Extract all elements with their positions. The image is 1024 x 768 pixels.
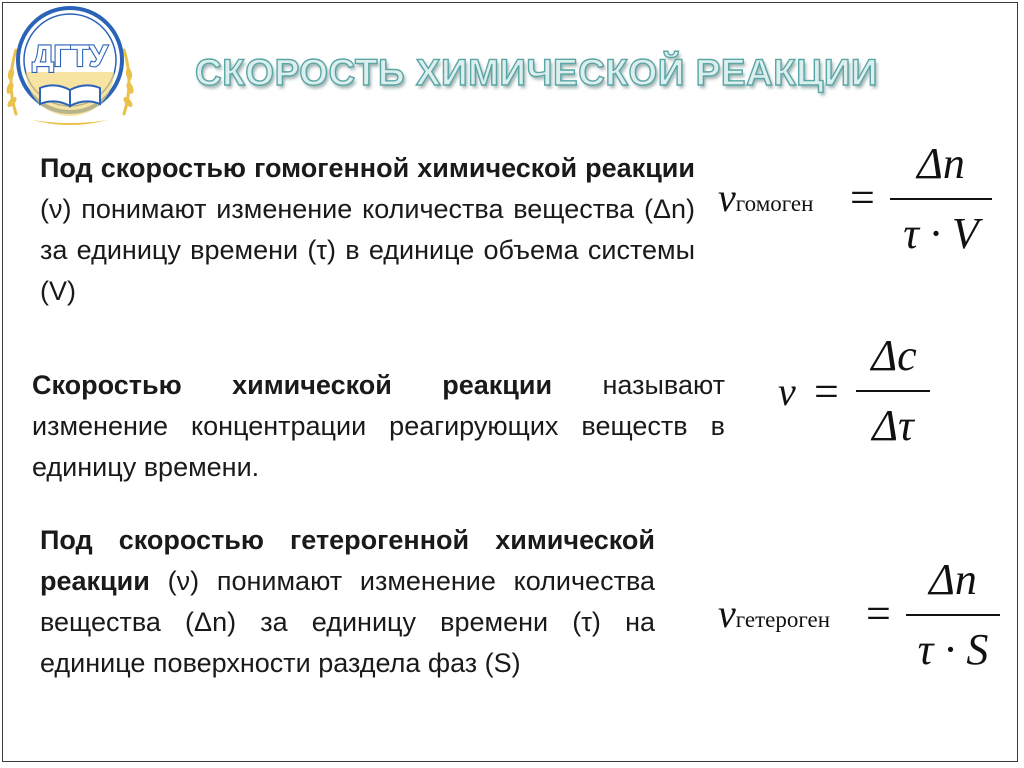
definition-text: (ν) понимают изменение количества вещества (Δn) за единицу времени (τ) на единице поверхности раздела фаз (S) — [40, 566, 655, 678]
fraction-bar — [856, 390, 930, 392]
formula-equals: = — [814, 367, 839, 416]
formula-lhs-subscript: гомоген — [735, 191, 814, 216]
definition-term: Под скоростью гетерогенной химической реакции — [40, 525, 655, 596]
formula-numerator: Δn — [917, 139, 965, 188]
logo-text: ДГТУ — [32, 40, 108, 73]
formula-numerator: Δc — [871, 331, 917, 380]
formula-lhs-variable: v — [718, 175, 736, 220]
definition-homogeneous — [40, 148, 695, 312]
formula-equals: = — [850, 173, 875, 222]
formula-denominator: τ · S — [917, 625, 989, 674]
formula-denominator: Δτ — [872, 401, 914, 450]
formula-homogeneous-rate — [718, 139, 1008, 262]
fraction-bar — [890, 198, 992, 200]
formula-heterogeneous-rate — [718, 556, 1018, 676]
formula-lhs-variable: v — [778, 369, 796, 414]
fraction-bar — [906, 614, 1000, 616]
formula-concentration-rate — [778, 330, 938, 450]
formula-numerator: Δn — [929, 555, 977, 604]
formula-equals: = — [866, 589, 891, 638]
definition-heterogeneous — [40, 520, 655, 684]
university-logo — [2, 2, 138, 130]
formula-denominator: τ · V — [903, 209, 979, 258]
definition-term: Скоростью химической реакции — [32, 370, 553, 400]
definition-text: называют изменение концентрации реагирующих веществ в единицу времени. — [32, 370, 726, 482]
formula-lhs-subscript: гетероген — [735, 607, 831, 632]
definition-term: Под скоростью гомогенной химической реакции — [40, 153, 695, 183]
definition-concentration — [32, 365, 725, 488]
formula-lhs-variable: v — [718, 591, 736, 636]
slide-title: СКОРОСТЬ ХИМИЧЕСКОЙ РЕАКЦИИ — [195, 52, 879, 93]
definition-text: (ν) понимают изменение количества вещества (Δn) за единицу времени (τ) в единице объема системы (V) — [40, 194, 695, 306]
